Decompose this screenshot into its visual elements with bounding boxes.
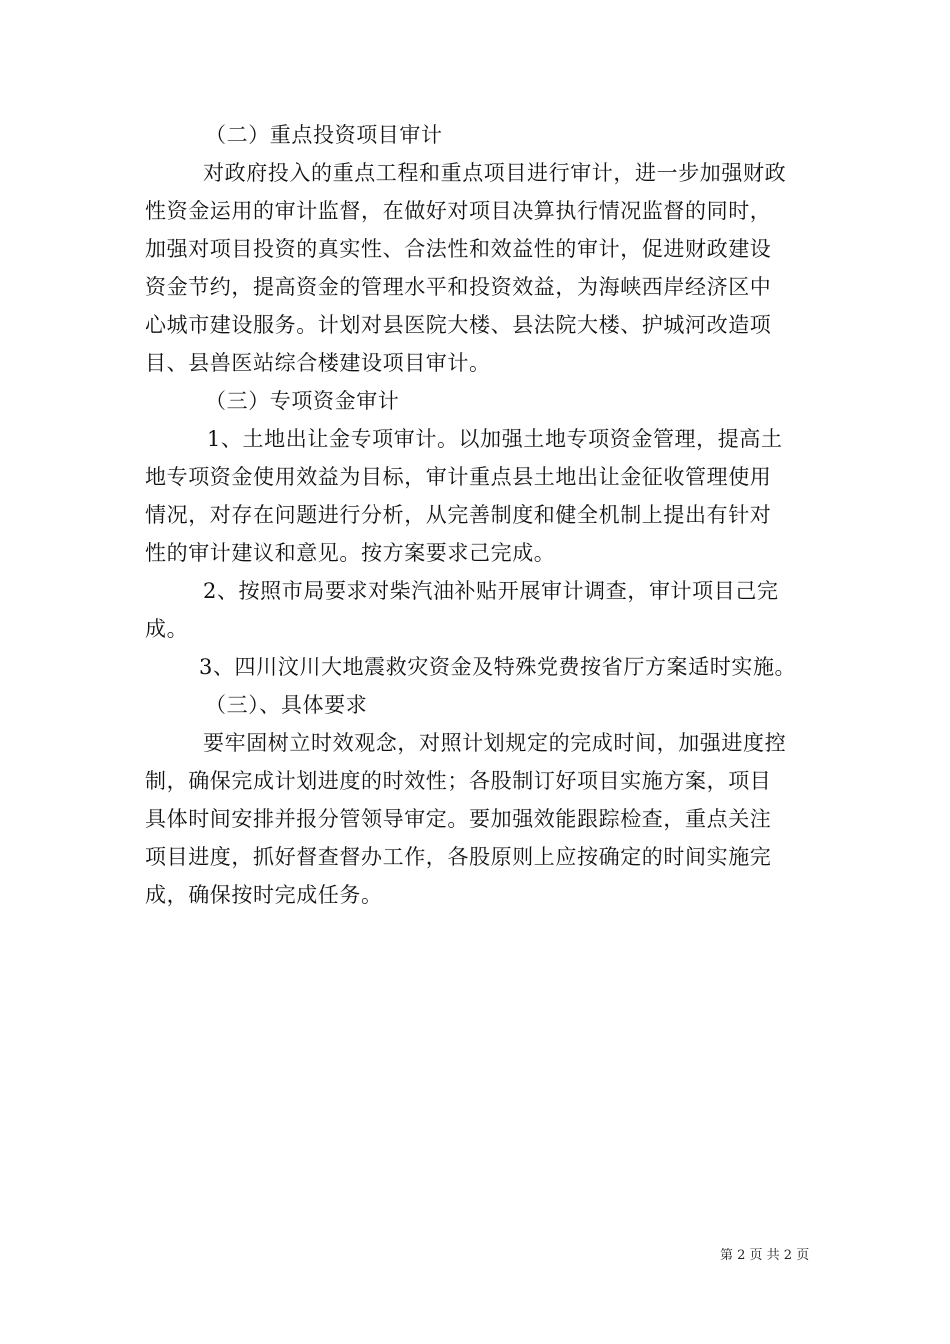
paragraph-line: 对政府投入的重点工程和重点项目进行审计，进一步加强财政 — [203, 161, 787, 185]
paragraph-line: 2、按照市局要求对柴汽油补贴开展审计调查，审计项目己完 — [203, 579, 779, 603]
paragraph-line: 成，确保按时完成任务。 — [145, 883, 383, 907]
paragraph-line: 加强对项目投资的真实性、合法性和效益性的审计，促进财政建设 — [145, 237, 772, 261]
paragraph-line: 3、四川汶川大地震救灾资金及特殊党费按省厅方案适时实施。 — [199, 655, 797, 679]
paragraph-line: 成。 — [145, 617, 189, 641]
section-heading: （二）重点投资项目审计 — [205, 123, 443, 147]
paragraph-line: 1、土地出让金专项审计。以加强土地专项资金管理，提高土 — [207, 427, 783, 451]
paragraph-line: 制，确保完成计划进度的时效性；各股制订好项目实施方案，项目 — [145, 769, 772, 793]
page-number-footer: 第 2 页 共 2 页 — [720, 1248, 810, 1263]
paragraph-line: 性的审计建议和意见。按方案要求己完成。 — [145, 541, 556, 565]
document-body — [145, 116, 809, 914]
paragraph-line: 要牢固树立时效观念，对照计划规定的完成时间，加强进度控 — [203, 731, 787, 755]
paragraph-line: 项目进度，抓好督查督办工作，各股原则上应按确定的时间实施完 — [145, 845, 772, 869]
section-heading: （三）、具体要求 — [205, 693, 368, 717]
paragraph-line: 心城市建设服务。计划对县医院大楼、县法院大楼、护城河改造项 — [145, 313, 772, 337]
paragraph-line: 资金节约，提高资金的管理水平和投资效益，为海峡西岸经济区中 — [145, 275, 772, 299]
paragraph-line: 地专项资金使用效益为目标，审计重点县土地出让金征收管理使用 — [145, 465, 772, 489]
section-heading: （三）专项资金审计 — [205, 389, 400, 413]
paragraph-line: 具体时间安排并报分管领导审定。要加强效能跟踪检查，重点关注 — [145, 807, 772, 831]
paragraph-line: 性资金运用的审计监督，在做好对项目决算执行情况监督的同时， — [145, 199, 772, 223]
paragraph-line: 目、县兽医站综合楼建设项目审计。 — [145, 351, 491, 375]
paragraph-line: 情况，对存在问题进行分析，从完善制度和健全机制上提出有针对 — [145, 503, 772, 527]
